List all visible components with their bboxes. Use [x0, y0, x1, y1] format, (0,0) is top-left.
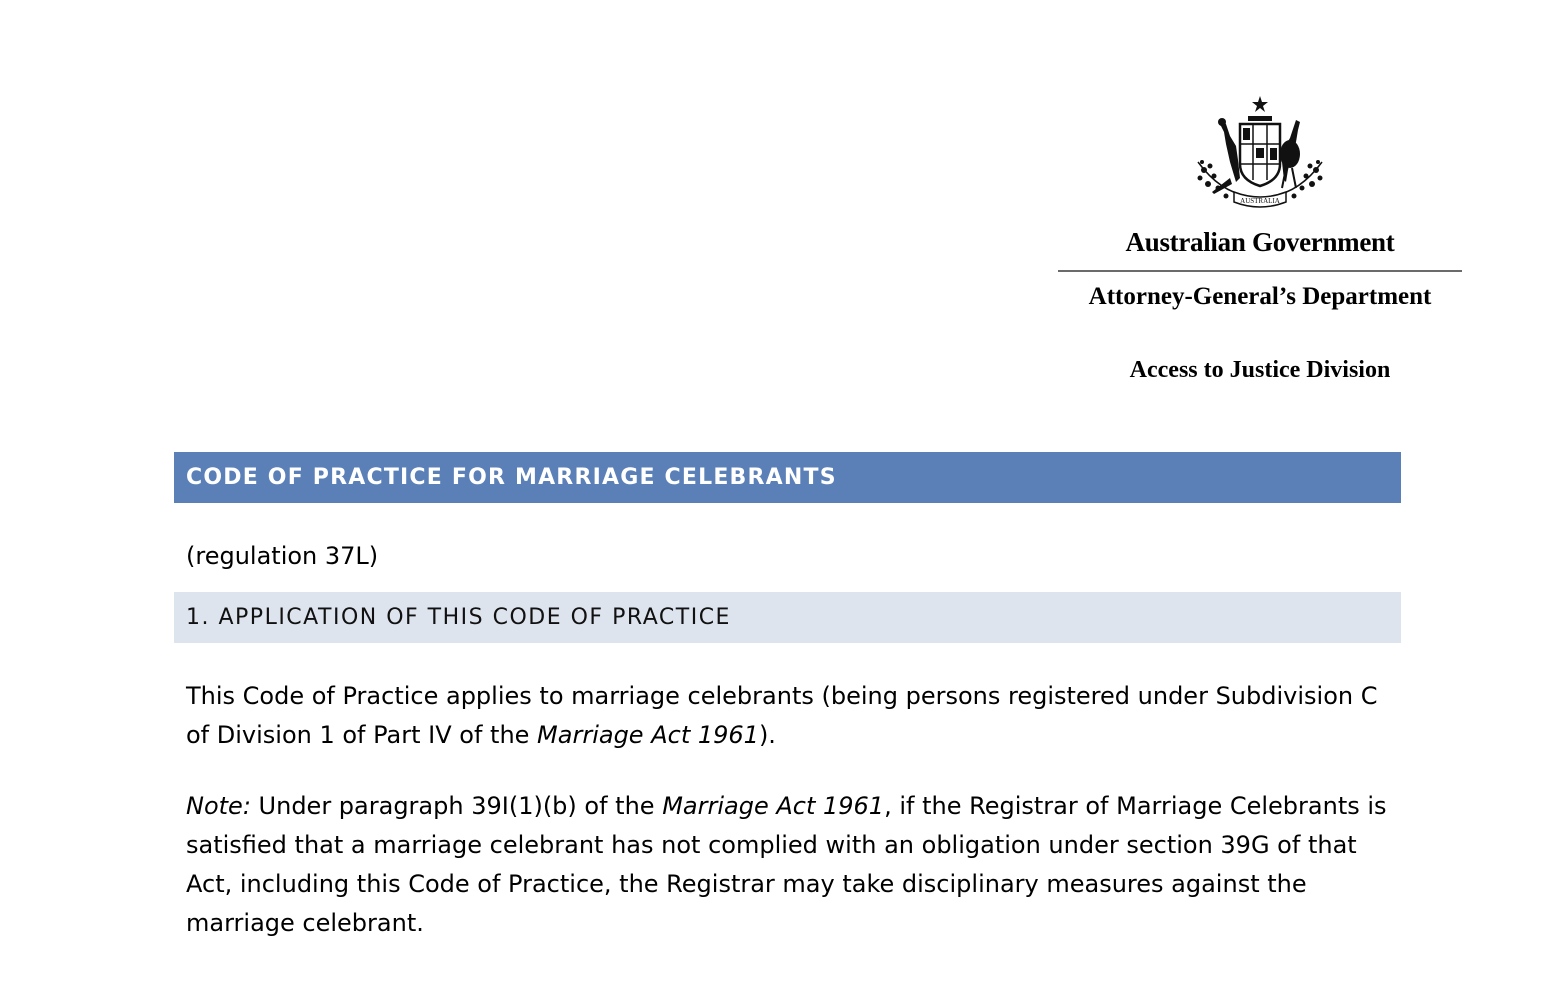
document-body: [174, 452, 1401, 943]
government-name: Australian Government: [1125, 227, 1395, 257]
application-paragraph: This Code of Practice applies to marriage celebrants (being persons registered under Subdivision C of Division 1 of Part IV of the Marriage Act 1961).: [186, 682, 1378, 749]
document-title: CODE OF PRACTICE FOR MARRIAGE CELEBRANTS: [174, 452, 1401, 503]
letterhead: [1058, 92, 1462, 384]
svg-text:AUSTRALIA: AUSTRALIA: [1240, 197, 1280, 205]
regulation-reference: (regulation 37L): [186, 542, 379, 570]
note-label: Note:: [186, 792, 251, 820]
note-paragraph: Note: Under paragraph 39I(1)(b) of the Marriage Act 1961, if the Registrar of Marriage Celebrants is satisfied that a marriage celebrant has not complied with an obligation under section 39G of that Act, including this Code of Practice, the Registrar may take disciplinary measures against the marriage celebrant.: [186, 792, 1387, 937]
act-citation: Marriage Act 1961: [537, 721, 759, 749]
letterhead-divider: [1058, 270, 1462, 272]
division-name: Access to Justice Division: [1129, 357, 1391, 383]
act-citation: Marriage Act 1961: [662, 792, 885, 820]
section-heading: 1. APPLICATION OF THIS CODE OF PRACTICE: [174, 592, 1401, 643]
department-name: Attorney-General’s Department: [1088, 283, 1432, 310]
commonwealth-coat-of-arms-icon: [1190, 92, 1330, 218]
